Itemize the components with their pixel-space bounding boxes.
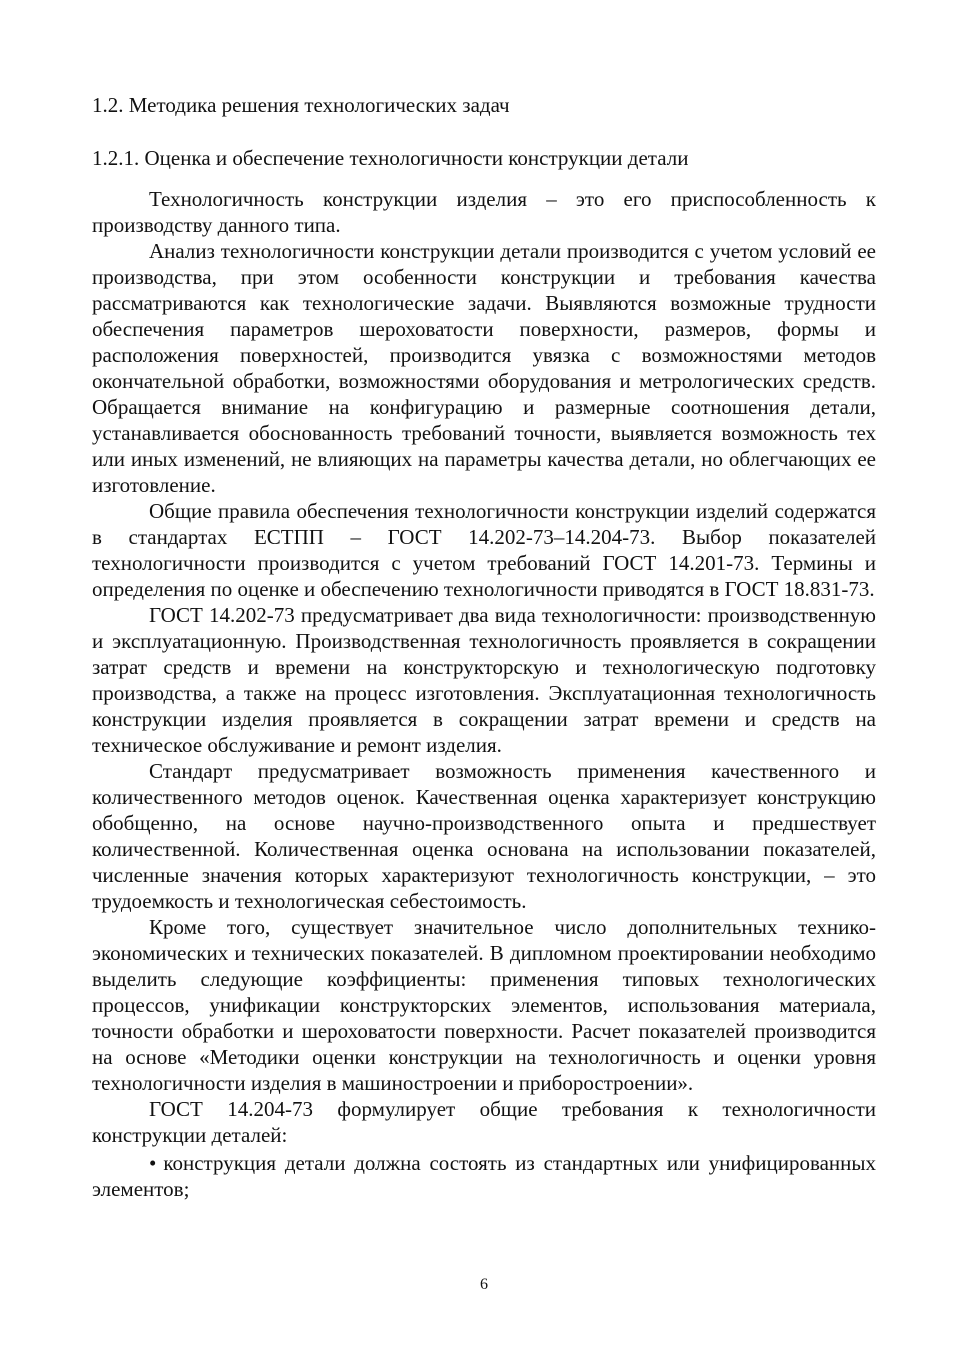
list-item bbox=[92, 1150, 876, 1202]
subsection-title: 1.2.1. Оценка и обеспечение технологичности конструкции детали bbox=[92, 146, 689, 170]
bullet-icon: • bbox=[149, 1151, 157, 1175]
paragraph-types: ГОСТ 14.202-73 предусматривает два вида технологичности: производственную и эксплуатационную. Производственная технологичность проявляется в сокращении затрат средств и времени на конструкторскую и технологическую подготовку производства, а также на процесс изготовления. Эксплуатационная технологичность конструкции изделия проявляется в сокращении затрат времени и средств на техническое обслуживание и ремонт изделия. bbox=[92, 603, 876, 757]
paragraph-analysis: Анализ технологичности конструкции детали производится с учетом условий ее производства, при этом особенности конструкции и требования качества рассматриваются как технологические задачи. Выявляются возможные трудности обеспечения параметров шероховатости поверхности, размеров, формы и расположения поверхностей, производится увязка с возможностями методов окончательной обработки, возможностями оборудования и метрологических средств. Обращается внимание на конфигурацию и размерные соотношения детали, устанавливается обоснованность требований точности, выявляется возможность тех или иных изменений, не влияющих на параметры качества детали, но облегчающих ее изготовление. bbox=[92, 239, 876, 497]
list-item-text: конструкция детали должна состоять из стандартных или унифицированных элементов; bbox=[92, 1151, 876, 1201]
page-content bbox=[92, 92, 876, 1202]
section-title: 1.2. Методика решения технологических задач bbox=[92, 93, 510, 117]
page-number: 6 bbox=[480, 1276, 488, 1293]
paragraph-methods: Стандарт предусматривает возможность применения качественного и количественного методов оценок. Качественная оценка характеризует конструкцию обобщенно, на основе научно-производственного опыта и предшествует количественной. Количественная оценка основана на использовании показателей, численные значения которых характеризуют технологичность конструкции, – это трудоемкость и технологическая себестоимость. bbox=[92, 759, 876, 913]
paragraph-requirements: ГОСТ 14.204-73 формулирует общие требования к технологичности конструкции деталей: bbox=[92, 1097, 876, 1147]
paragraph-standards: Общие правила обеспечения технологичности конструкции изделий содержатся в стандартах ЕСТПП – ГОСТ 14.202-73–14.204-73. Выбор показателей технологичности производится с учетом требований ГОСТ 14.201-73. Термины и определения по оценке и обеспечению технологичности приводятся в ГОСТ 18.831-73. bbox=[92, 499, 876, 601]
paragraph-coefficients: Кроме того, существует значительное число дополнительных технико-экономических и технических показателей. В дипломном проектировании необходимо выделить следующие коэффициенты: применения типовых технологических процессов, унификации конструкторских элементов, использования материала, точности обработки и шероховатости поверхности. Расчет показателей производится на основе «Методики оценки конструкции на технологичность и оценки уровня технологичности изделия в машиностроении и приборостроении». bbox=[92, 915, 876, 1095]
paragraph-definition: Технологичность конструкции изделия – это его приспособленность к производству данного типа. bbox=[92, 187, 876, 237]
